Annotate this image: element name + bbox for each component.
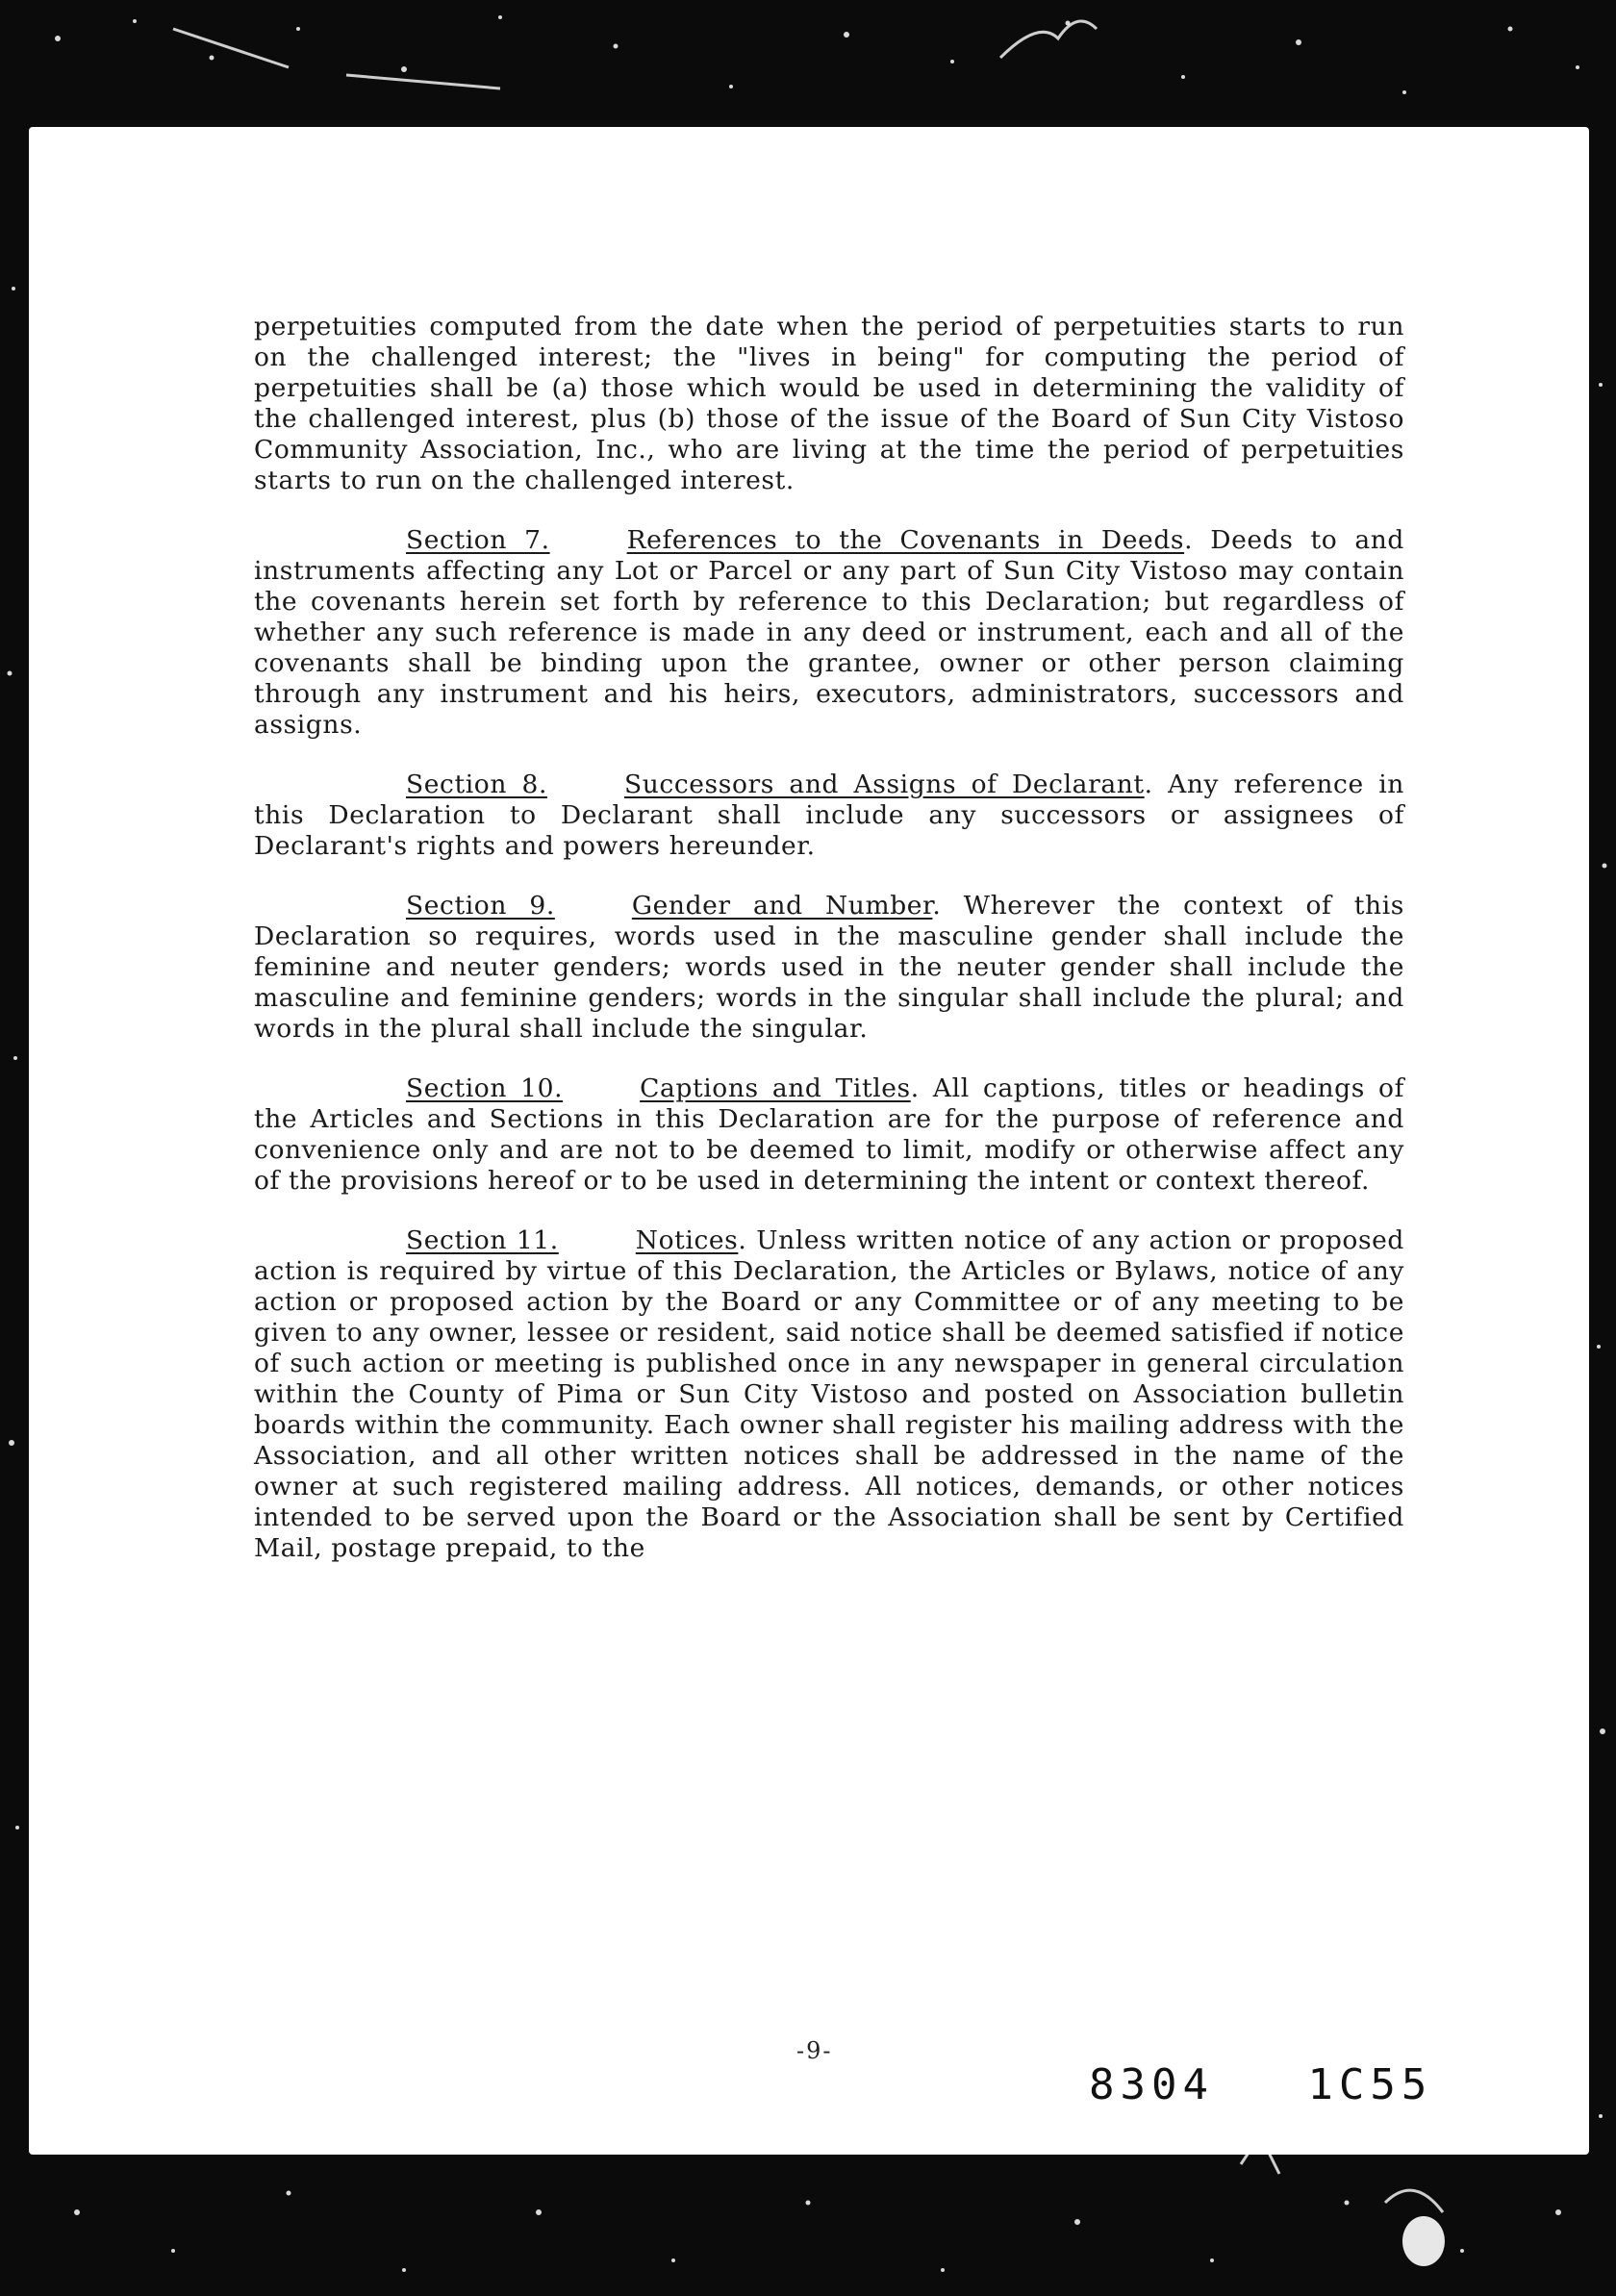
section-8-body: Any reference in this Declaration to Declarant shall include any successors or assignees of Declarant's rights and powers hereunder. [254, 770, 1404, 861]
section-10-label: Section 10. [406, 1073, 564, 1103]
section-7: Section 7. References to the Covenants in Deeds. Deeds to and instruments affecting any Lot or Parcel or any part of Sun City Vistoso may contain the covenants herein set forth by reference to this Declaration; but regardless of whether any such reference is made in any deed or instrument, each and all of the covenants shall be binding upon the grantee, owner or other person claiming through any instrument and his heirs, executors, administrators, successors and assigns. [254, 525, 1404, 740]
section-11-body: Unless written notice of any action or proposed action is required by virtue of this Declaration, the Articles or Bylaws, notice of any action or proposed action by the Board or any Committee or of any meeting to be given to any owner, lessee or resident, said notice shall be deemed satisfied if notice of such action or meeting is published once in any newspaper in general circulation within the County of Pima or Sun City Vistoso and posted on Association bulletin boards within the community. Each owner shall register his mailing address with the Association, and all other written notices shall be addressed in the name of the owner at such registered mailing address. All notices, demands, or other notices intended to be served upon the Board or the Association shall be sent by Certified Mail, postage prepaid, to the [254, 1225, 1404, 1563]
section-10-body: All captions, titles or headings of the Articles and Sections in this Declaration are for the purpose of reference and convenience only and are not to be deemed to limit, modify or otherwise affect any of the provisions hereof or to be used in determining the intent or context thereof. [254, 1073, 1404, 1196]
section-10: Section 10. Captions and Titles. All captions, titles or headings of the Articles and Sections in this Declaration are for the purpose of reference and convenience only and are not to be deemed to limit, modify or otherwise affect any of the provisions hereof or to be used in determining the intent or context thereof. [254, 1073, 1404, 1196]
section-9-title: Gender and Number [631, 891, 933, 921]
section-10-title: Captions and Titles [640, 1073, 911, 1103]
section-8-title: Successors and Assigns of Declarant [623, 770, 1145, 799]
section-9-body: Wherever the context of this Declaration so requires, words used in the masculine gender shall include the feminine and neuter genders; words used in the neuter gender shall include the masculine and feminine genders; words in the singular shall include the plural; and words in the plural shall include the singular. [254, 891, 1404, 1044]
recording-number: 8304 1C55 [1089, 2060, 1433, 2109]
section-9: Section 9. Gender and Number. Wherever the context of this Declaration so requires, words used in the masculine gender shall include the feminine and neuter genders; words used in the neuter gender shall include the masculine and feminine genders; words in the singular shall include the plural; and words in the plural shall include the singular. [254, 891, 1404, 1044]
section-8-label: Section 8. [406, 770, 547, 799]
section-7-label: Section 7. [406, 525, 550, 555]
section-8: Section 8. Successors and Assigns of Declarant. Any reference in this Declaration to Declarant shall include any successors or assignees of Declarant's rights and powers hereunder. [254, 770, 1404, 861]
opening-paragraph: perpetuities computed from the date when the period of perpetuities starts to run on the challenged interest; the "lives in being" for computing the period of perpetuities shall be (a) those which would be used in determining the validity of the challenged interest, plus (b) those of the issue of the Board of Sun City Vistoso Community Association, Inc., who are living at the time the period of perpetuities starts to run on the challenged interest. [254, 312, 1404, 495]
section-11: Section 11. Notices. Unless written notice of any action or proposed action is required by virtue of this Declaration, the Articles or Bylaws, notice of any action or proposed action by the Board or any Committee or of any meeting to be given to any owner, lessee or resident, said notice shall be deemed satisfied if notice of such action or meeting is published once in any newspaper in general circulation within the County of Pima or Sun City Vistoso and posted on Association bulletin boards within the community. Each owner shall register his mailing address with the Association, and all other written notices shall be addressed in the name of the owner at such registered mailing address. All notices, demands, or other notices intended to be served upon the Board or the Association shall be sent by Certified Mail, postage prepaid, to the [254, 1225, 1404, 1563]
section-7-body: Deeds to and instruments affecting any Lot or Parcel or any part of Sun City Vistoso may contain the covenants herein set forth by reference to this Declaration; but regardless of whether any such reference is made in any deed or instrument, each and all of the covenants shall be binding upon the grantee, owner or other person claiming through any instrument and his heirs, executors, administrators, successors and assigns. [254, 525, 1404, 740]
document-body [254, 312, 1404, 1593]
section-11-title: Notices [635, 1225, 739, 1255]
section-7-title: References to the Covenants in Deeds [626, 525, 1185, 555]
page-number: -9- [796, 2037, 833, 2064]
section-9-label: Section 9. [406, 891, 555, 921]
section-11-label: Section 11. [406, 1225, 559, 1255]
